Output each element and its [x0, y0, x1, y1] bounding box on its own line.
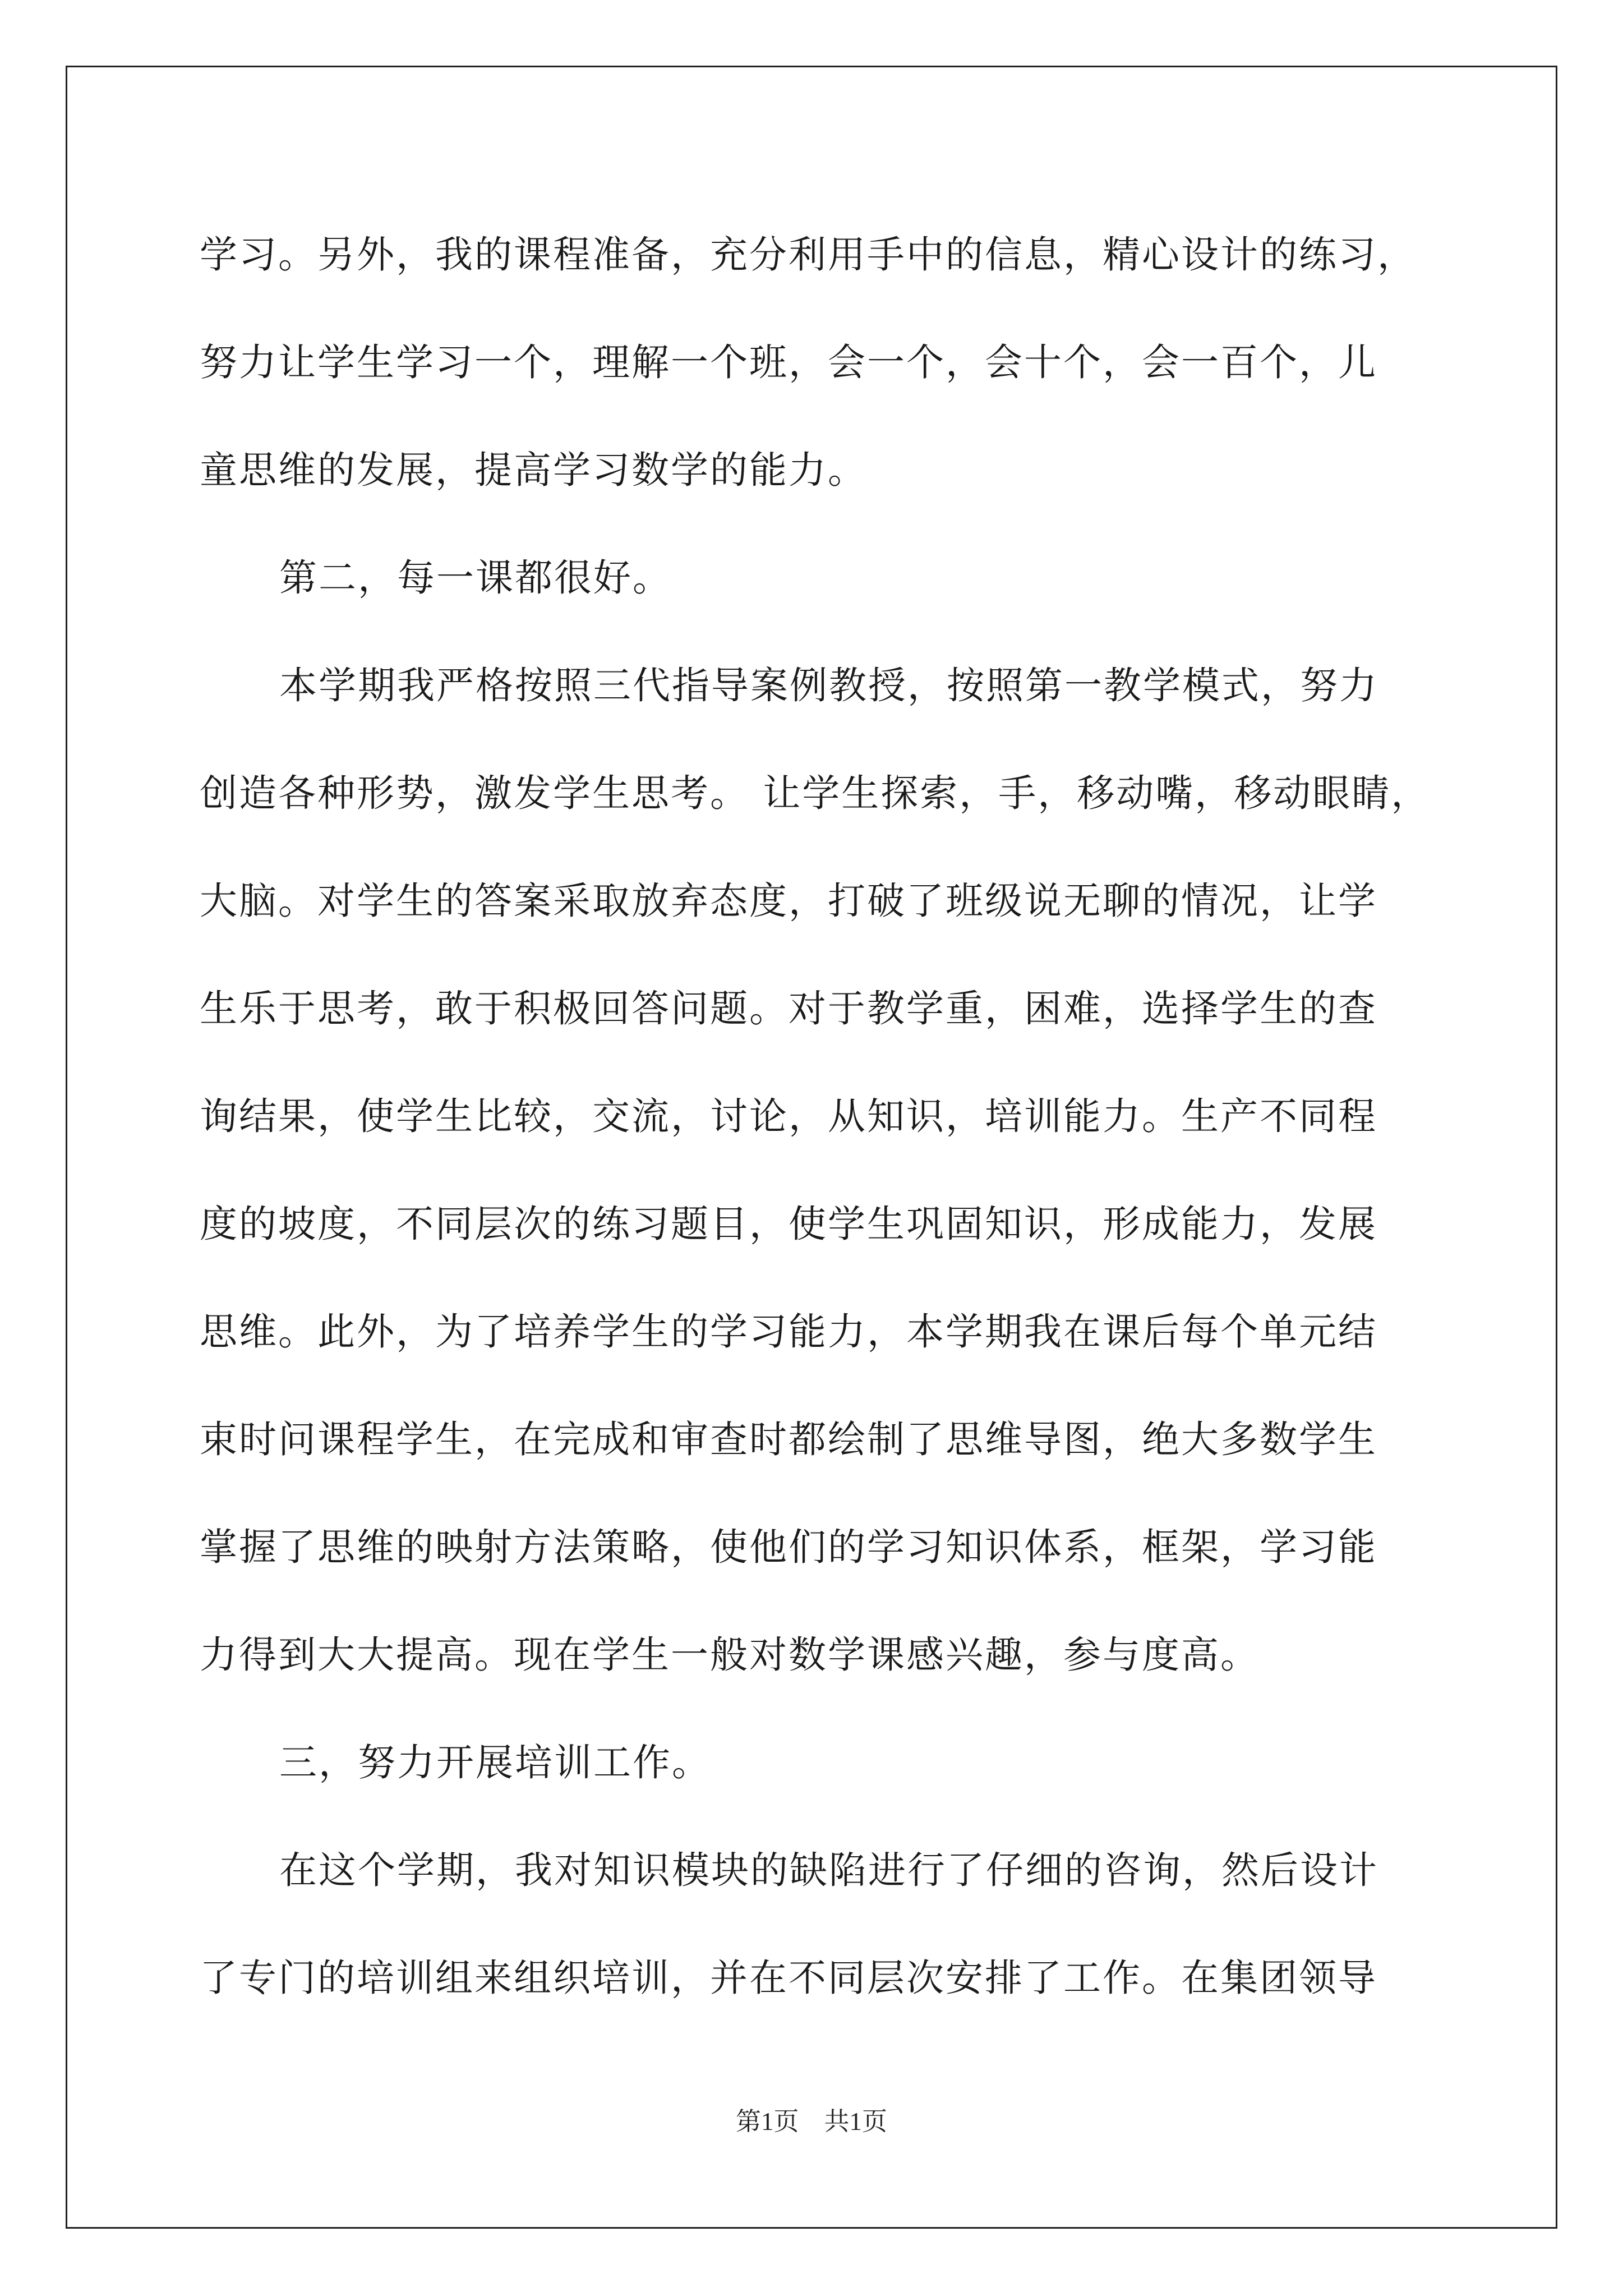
text-line: 生乐于思考，敢于积极回答问题。对于教学重，困难，选择学生的查: [200, 987, 1377, 1030]
text-line: 童思维的发展，提高学习数学的能力。: [200, 448, 867, 492]
text-line: 三，努力开展培训工作。: [279, 1741, 711, 1784]
text-line: 在这个学期，我对知识模块的缺陷进行了仔细的咨询，然后设计: [279, 1848, 1378, 1892]
text-line: 度的坡度，不同层次的练习题目，使学生巩固知识，形成能力，发展: [200, 1202, 1377, 1246]
document-body: [200, 201, 1431, 2032]
text-line: 询结果，使学生比较，交流，讨论，从知识，培训能力。生产不同程: [200, 1094, 1377, 1138]
text-line: 掌握了思维的映射方法策略，使他们的学习知识体系，框架，学习能: [200, 1525, 1377, 1569]
text-line: 思维。此外，为了培养学生的学习能力，本学期我在课后每个单元结: [200, 1310, 1377, 1354]
text-line: 创造各种形势，激发学生思考。 让学生探索，手，移动嘴，移动眼睛，: [200, 771, 1431, 815]
text-line: 本学期我严格按照三代指导案例教授，按照第一教学模式，努力: [279, 664, 1378, 707]
text-line: 努力让学生学习一个，理解一个班，会一个，会十个，会一百个，儿: [200, 341, 1377, 384]
text-line: 学习。另外，我的课程准备，充分利用手中的信息，精心设计的练习，: [200, 233, 1417, 277]
text-line: 力得到大大提高。现在学生一般对数学课感兴趣，参与度高。: [200, 1633, 1260, 1677]
text-line: 第二，每一课都很好。: [279, 556, 672, 600]
text-line: 了专门的培训组来组织培训，并在不同层次安排了工作。在集团领导: [200, 1956, 1377, 2000]
text-line: 束时问课程学生，在完成和审查时都绘制了思维导图，绝大多数学生: [200, 1418, 1377, 1461]
page-footer: 第1页 共1页: [735, 2108, 887, 2136]
text-line: 大脑。对学生的答案采取放弃态度，打破了班级说无聊的情况，让学: [200, 879, 1377, 923]
